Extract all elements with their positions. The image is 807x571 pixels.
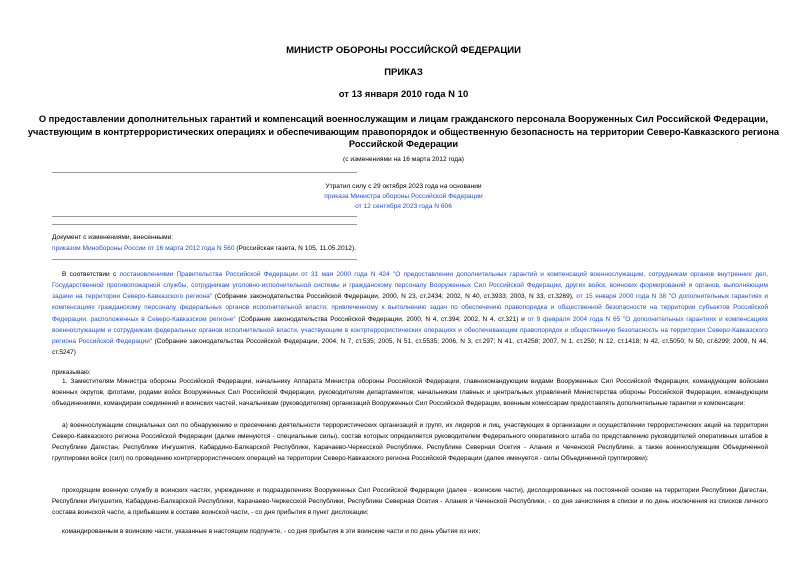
point-1-paragraph: 1. Заместителям Министра обороны Российской Федерации, начальнику Аппарата Министра обороны Российской Федерации, главнокомандующим видами Вооруженных Сил Российской Федерации, командующим войсками военных округов, флотами, родами войск Вооруженных Сил Российской Федерации, руководителям департаментов, начальникам главных и центральных управлений Министерства обороны Российской Федерации, командующим объединениями, командирам соединений и воинских частей, начальникам (руководителям) организаций Вооруженных Сил Российской Федерации, военным комиссарам предоставлять дополнительные гарантии и компенсации: <box>52 378 768 408</box>
preamble-text-4: (Собрание законодательства Российской Федерации, 2004, N 7, ст.535; 2005, N 51, ст.5535; 2006, N 3, ст.297; N 41, ст.4258; 2007, N 1, ст.250; N 12, ст.1418; N 42, ст.5050; N 50, ст.6299; 2009, N 44, ст.5247) <box>52 337 768 357</box>
ministry-heading: МИНИСТР ОБОРОНЫ РОССИЙСКОЙ ФЕДЕРАЦИИ <box>286 45 521 56</box>
divider <box>52 172 357 173</box>
amending-order-link[interactable]: приказом Минобороны России от 16 марта 2012 года N 560 <box>52 245 235 252</box>
passing-service-paragraph: проходящим военную службу в воинских частях, учреждениях и подразделениях Вооруженных Сил Российской Федерации (далее - воинские части), дислоцированных на постоянной основе на территории Республики Дагестан, Республики Ингушетия, Кабардино-Балкарской Республики, Карачаево-Черкесской Республики, Республики Северная Осетия - Алания и Чеченской Республики, - со дня зачисления в списки и по день исключения из списков личного состава воинской части, а прибывшим в составе воинской части, - со дня прибытия в пункт дислокации; <box>52 487 768 517</box>
preamble-text-3: (Собрание законодательства Российской Федерации, 2000, N 4, ст.394; 2002, N 4, ст.321) и <box>235 315 528 323</box>
amending-order-source: (Российская газета, N 105, 11.05.2012). <box>234 245 356 252</box>
preamble-text-2: (Собрание законодательства Российской Федерации, 2000, N 23, ст.2434; 2002, N 40, ст.3933; 2003, N 33, ст.3269), <box>212 293 577 301</box>
seconded-paragraph: командированным в воинские части, указанные в настоящем подпункте, - со дня прибытия в эти воинские части и по день убытия из них; <box>62 528 481 535</box>
gov-resolution-38-link[interactable]: от 15 января 2000 года N 38 "О дополнительных гарантиях и компенсациях гражданскому персоналу федеральных органов исполнительной власти, привлеченному к выполнению задач по обеспечению правопорядка и общественной безопасности на территории субъектов Российской Федерации, расположенных в Северо-Кавказском регионе" <box>52 293 768 323</box>
amendments-note: (с изменениями на 16 марта 2012 года) <box>343 156 464 163</box>
divider <box>52 216 357 217</box>
point-a-paragraph: а) военнослужащим специальных сил по обнаружению и пресечению деятельности террористических организаций и групп, их лидеров и лиц, участвующих в организации и осуществлении террористических акций на территории Северо-Кавказского региона Российской Федерации (далее именуются - специальные силы), состав которых определяется руководителем Федерального оперативного штаба по представлению руководителей оперативных штабов в Республике Дагестан, Республике Ингушетия, Кабардино-Балкарской Республике, Карачаево-Черкесской Республике, Республике Северная Осетия - Алания и Чеченской Республике, а также военнослужащим Объединенной группировки войск (сил) по проведению контртеррористических операций на территории Северо-Кавказского региона Российской Федерации (далее именуется - силы Объединенной группировки): <box>52 422 768 463</box>
document-title: О предоставлении дополнительных гарантий и компенсаций военнослужащим и лицам гражданского персонала Вооруженных Сил Российской Федерации, участвующим в контртеррористических операциях и обеспечивающим правопорядок и общественную безопасность на территории Северо-Кавказского региона Российской Федерации <box>27 114 780 149</box>
voided-order-date-link[interactable]: от 12 сентября 2023 года N 606 <box>355 203 452 211</box>
divider <box>52 259 357 260</box>
doc-changes-block <box>52 232 652 254</box>
gov-resolution-65-link[interactable]: от 9 февраля 2004 года N 65 "О дополнительных гарантиях и компенсациях военнослужащим и сотрудникам федеральных органов исполнительной власти, участвующим в контртеррористических операциях и обеспечивающим правопорядок и общественную безопасность на территории Северо-Кавказского региона Российской Федерации" <box>52 315 769 345</box>
divider <box>52 224 357 225</box>
voided-text: Утратил силу с 29 октября 2023 года на основании <box>325 183 482 190</box>
preamble-paragraph <box>52 269 768 358</box>
doc-changes-label: Документ с изменениями, внесенными: <box>52 234 174 241</box>
doc-type-heading: ПРИКАЗ <box>384 67 423 78</box>
preamble-text-1: В соответствии с <box>62 271 120 278</box>
date-number-heading: от 13 января 2010 года N 10 <box>338 89 469 100</box>
voided-note <box>250 182 557 213</box>
gov-resolution-424-link[interactable]: постановлениями Правительства Российской Федерации от 31 мая 2000 года N 424 "О предоставлении дополнительных гарантий и компенсаций военнослужащим, сотрудникам органов внутренних дел, Государственной противопожарной службы, сотрудникам уголовно-исполнительной системы и гражданскому персоналу Вооруженных Сил Российской Федерации, других войск, воинских формирований и органов, выполняющим задачи на территории Северо-Кавказского региона" <box>52 271 769 301</box>
order-word: приказываю: <box>52 369 91 376</box>
voided-order-link[interactable]: приказа Министра обороны Российской Федерации <box>324 193 483 201</box>
